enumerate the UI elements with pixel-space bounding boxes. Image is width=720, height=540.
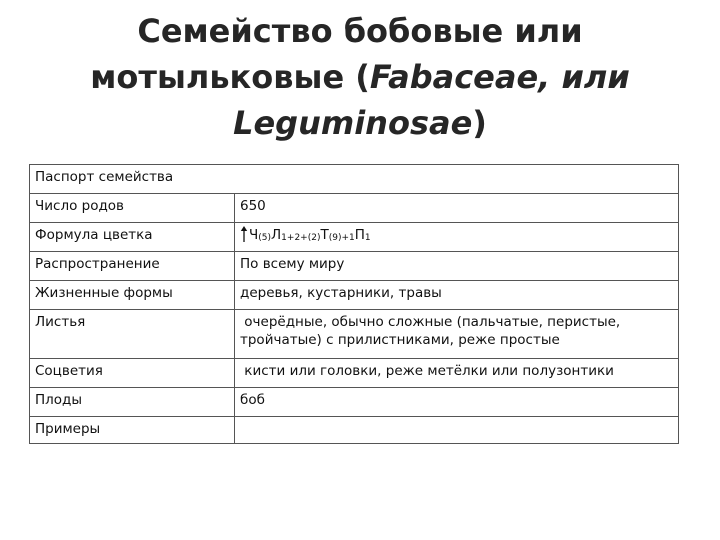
flower-formula <box>235 223 679 252</box>
table-row <box>30 417 679 444</box>
row-label: Число родов <box>30 194 235 223</box>
table-header: Паспорт семейства <box>30 165 679 194</box>
formula-corolla: Л <box>271 227 282 243</box>
title-line-1: Семейство бобовые или <box>137 12 583 50</box>
row-label: Соцветия <box>30 359 235 388</box>
table-row <box>30 388 679 417</box>
row-label: Листья <box>30 310 235 359</box>
title-latin-2: Leguminosae <box>233 104 473 142</box>
title-line-3 <box>60 100 660 146</box>
row-value: кисти или головки, реже метёлки или полузонтики <box>235 359 679 388</box>
title-line-2 <box>60 54 660 100</box>
formula-pistil: П <box>354 227 365 243</box>
title-line-2-text: мотыльковые ( <box>90 58 370 96</box>
title-latin-1: Fabaceae, или <box>369 58 630 96</box>
table-header-row <box>30 165 679 194</box>
formula-calyx-sub: (5) <box>258 233 272 243</box>
row-value: 650 <box>235 194 679 223</box>
formula-stamens: Т <box>320 227 329 243</box>
row-label: Плоды <box>30 388 235 417</box>
row-label: Распространение <box>30 252 235 281</box>
table-row <box>30 223 679 252</box>
zygomorphic-arrow-icon <box>240 226 248 242</box>
row-label: Примеры <box>30 417 235 444</box>
formula-calyx: Ч <box>249 227 259 243</box>
row-value: По всему миру <box>235 252 679 281</box>
row-value: боб <box>235 388 679 417</box>
table-row <box>30 359 679 388</box>
slide-title <box>60 8 660 146</box>
row-label: Жизненные формы <box>30 281 235 310</box>
row-value: очерёдные, обычно сложные (пальчатые, перистые, тройчатые) с прилистниками, реже простые <box>235 310 679 359</box>
table-row <box>30 252 679 281</box>
formula-corolla-sub: 1+2+(2) <box>281 233 321 243</box>
formula-stamens-sub: (9)+1 <box>328 233 355 243</box>
table-row <box>30 310 679 359</box>
family-passport-table <box>29 164 679 444</box>
table-row <box>30 281 679 310</box>
row-label: Формула цветка <box>30 223 235 252</box>
row-value <box>235 417 679 444</box>
title-close-paren: ) <box>472 104 487 142</box>
formula-expression <box>240 227 371 243</box>
row-value: деревья, кустарники, травы <box>235 281 679 310</box>
table-row <box>30 194 679 223</box>
formula-pistil-sub: 1 <box>364 233 371 243</box>
